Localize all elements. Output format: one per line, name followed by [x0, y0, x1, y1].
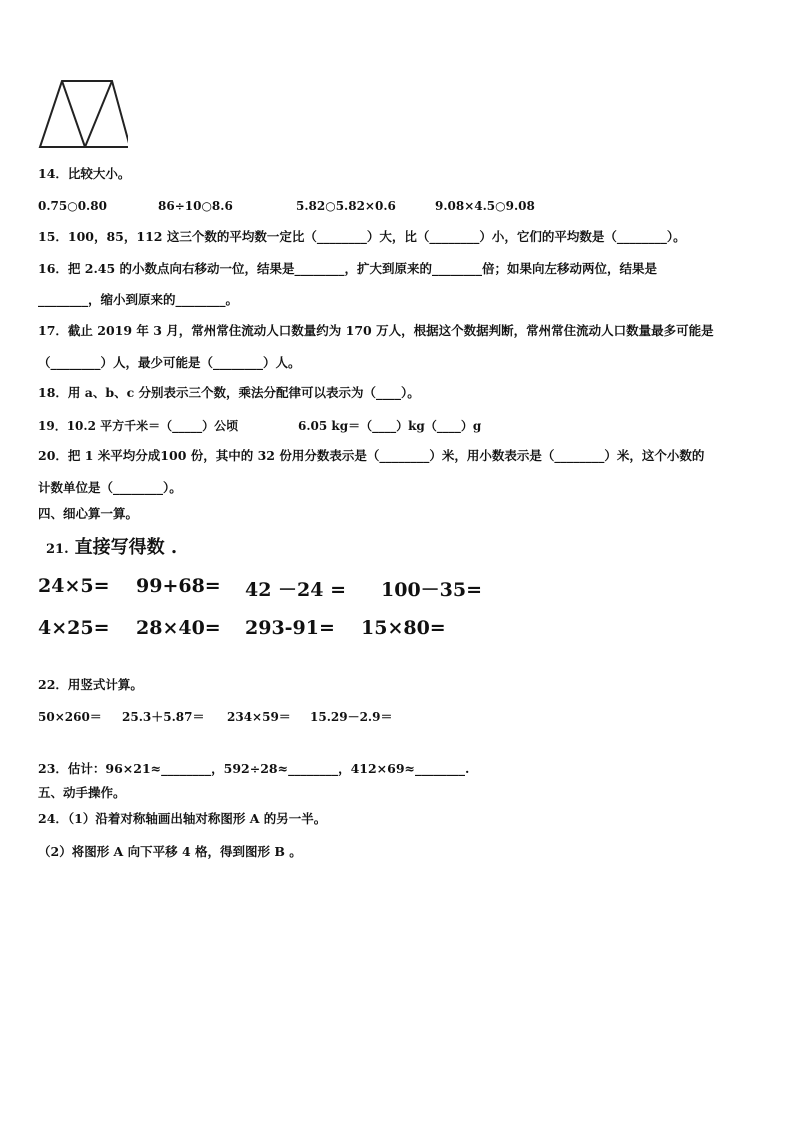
- q22-item: 50×260＝: [38, 710, 102, 724]
- q21-item: 100－35=: [381, 579, 483, 601]
- q14-item-1: 0.75○0.80: [38, 199, 107, 213]
- q18: 18．用 a、b、c 分别表示三个数，乘法分配律可以表示为（____）。: [38, 385, 420, 400]
- q14-item-2: 86÷10○8.6: [158, 199, 233, 213]
- q22-title: 22．用竖式计算。: [38, 677, 143, 692]
- q14-item-3: 5.82○5.82×0.6: [296, 199, 396, 213]
- q19-part2: 6.05 kg＝（____）kg（____）g: [298, 419, 482, 433]
- q16-line2: ________，缩小到原来的________。: [38, 292, 239, 307]
- q15: 15．100，85，112 这三个数的平均数一定比（________）大，比（________）小，它们的平均数是（________）。: [38, 229, 686, 244]
- q21-item: 24×5=: [38, 575, 110, 597]
- q21-heading: [46, 533, 177, 559]
- trapezoid-triangles-figure: [38, 78, 128, 150]
- q21-item: 293-91=: [245, 617, 335, 639]
- q22-item: 15.29－2.9＝: [310, 710, 393, 724]
- q22-item: 234×59＝: [227, 710, 291, 724]
- q24-part1: 24．（1）沿着对称轴画出轴对称图形 A 的另一半。: [38, 811, 327, 826]
- q21-item: 99+68=: [136, 575, 221, 597]
- q23: 23．估计：96×21≈________，592÷28≈________，412×69≈________.: [38, 761, 470, 776]
- q17-line2: （________）人，最少可能是（________）人。: [38, 355, 301, 370]
- q20-line1: 20．把 1 米平均分成100 份，其中的 32 份用分数表示是（________）米，用小数表示是（________）米，这个小数的: [38, 448, 705, 463]
- q24-part2: （2）将图形 A 向下平移 4 格，得到图形 B 。: [38, 844, 302, 859]
- q14-title: 14．比较大小。: [38, 166, 131, 181]
- q16-line1: 16．把 2.45 的小数点向右移动一位，结果是________，扩大到原来的________倍；如果向左移动两位，结果是: [38, 261, 658, 276]
- section-4-heading: 四、细心算一算。: [38, 506, 139, 521]
- q19-part1: 19．10.2 平方千米＝（_____）公顷: [38, 419, 239, 433]
- q22-item: 25.3＋5.87＝: [122, 710, 205, 724]
- q21-item: 28×40=: [136, 617, 221, 639]
- q21-item: 4×25=: [38, 617, 110, 639]
- section-5-heading: 五、动手操作。: [38, 785, 126, 800]
- q21-title: 直接写得数 .: [74, 537, 178, 558]
- q21-number: 21.: [46, 542, 69, 557]
- q20-line2: 计数单位是（________）。: [38, 480, 182, 495]
- q21-item: 15×80=: [361, 617, 446, 639]
- q17-line1: 17．截止 2019 年 3 月，常州常住流动人口数量约为 170 万人，根据这个数据判断，常州常住流动人口数量最多可能是: [38, 323, 714, 338]
- q21-item: 42 －24 =: [245, 579, 347, 601]
- q14-item-4: 9.08×4.5○9.08: [435, 199, 535, 213]
